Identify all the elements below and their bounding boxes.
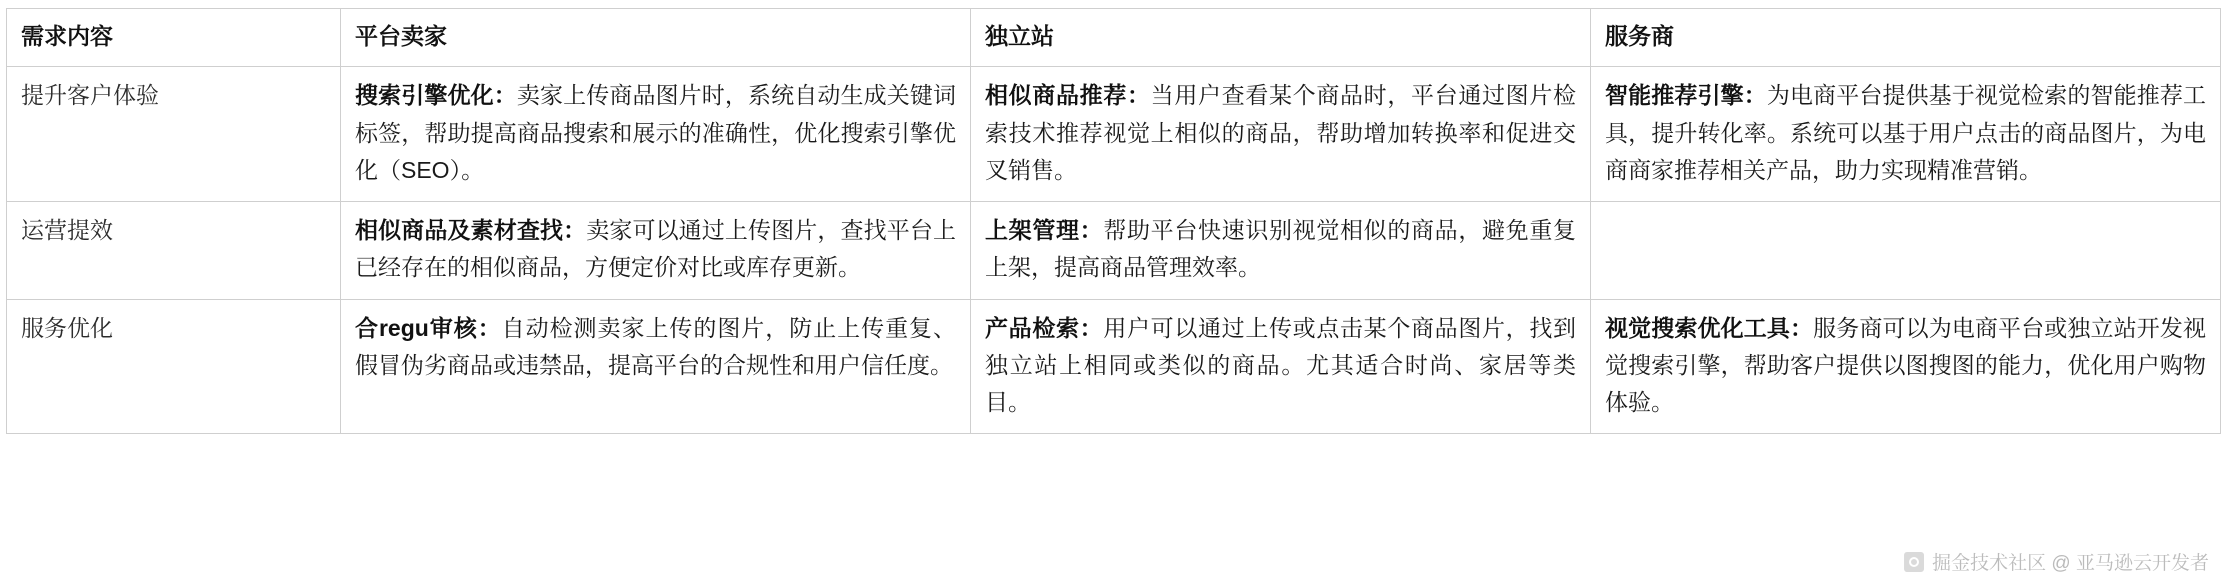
table-row (7, 202, 2221, 300)
requirements-table (6, 8, 2221, 434)
cell-term: 上架管理： (985, 217, 1104, 243)
watermark-logo-icon (1904, 552, 1924, 572)
table-row (7, 299, 2221, 434)
cell-platform-seller-service-optimization (341, 299, 971, 434)
row-label-operational-efficiency: 运营提效 (7, 202, 341, 300)
table-row (7, 67, 2221, 202)
requirements-table-container (0, 8, 2227, 434)
cell-term: 相似商品推荐： (985, 82, 1151, 109)
cell-independent-site-customer-experience (971, 67, 1591, 202)
cell-independent-site-operational-efficiency (971, 202, 1591, 300)
table-header-row (7, 9, 2221, 67)
cell-platform-seller-operational-efficiency (341, 202, 971, 300)
cell-body: 卖家可以通过上传图片，查找平台上已经存在的相似商品，方便定价对比或库存更新。 (355, 217, 957, 281)
cell-service-provider-service-optimization (1591, 299, 2221, 434)
row-label-customer-experience: 提升客户体验 (7, 67, 341, 202)
cell-term: 合regu审核： (355, 314, 502, 341)
row-label-service-optimization: 服务优化 (7, 299, 341, 434)
cell-body: 卖家上传商品图片时，系统自动生成关键词标签，帮助提高商品搜索和展示的准确性，优化搜索引擎优化（SEO）。 (355, 82, 957, 183)
cell-service-provider-operational-efficiency (1591, 202, 2221, 300)
cell-platform-seller-customer-experience (341, 67, 971, 202)
cell-term: 视觉搜索优化工具： (1605, 314, 1814, 341)
cell-term: 搜索引擎优化： (355, 82, 517, 109)
cell-body: 自动检测卖家上传的图片，防止上传重复、假冒伪劣商品或违禁品，提高平台的合规性和用户信任度。 (355, 314, 957, 378)
cell-term: 智能推荐引擎： (1605, 82, 1767, 109)
cell-body: 当用户查看某个商品时，平台通过图片检索技术推荐视觉上相似的商品，帮助增加转换率和促进交叉销售。 (985, 82, 1577, 183)
cell-body: 帮助平台快速识别视觉相似的商品，避免重复上架，提高商品管理效率。 (985, 217, 1577, 281)
column-header-platform-seller: 平台卖家 (341, 9, 971, 67)
cell-term: 产品检索： (985, 314, 1104, 341)
cell-body: 服务商可以为电商平台或独立站开发视觉搜索引擎，帮助客户提供以图搜图的能力，优化用户购物体验。 (1605, 314, 2207, 415)
cell-body: 为电商平台提供基于视觉检索的智能推荐工具，提升转化率。系统可以基于用户点击的商品图片，为电商商家推荐相关产品，助力实现精准营销。 (1605, 82, 2207, 183)
cell-term: 相似商品及素材查找： (355, 217, 587, 243)
cell-independent-site-service-optimization (971, 299, 1591, 434)
cell-body: 用户可以通过上传或点击某个商品图片，找到独立站上相同或类似的商品。尤其适合时尚、家居等类目。 (985, 314, 1577, 415)
column-header-requirement: 需求内容 (7, 9, 341, 67)
column-header-service-provider: 服务商 (1591, 9, 2221, 67)
watermark (1904, 548, 2209, 575)
column-header-independent-site: 独立站 (971, 9, 1591, 67)
cell-service-provider-customer-experience (1591, 67, 2221, 202)
watermark-text: 掘金技术社区 @ 亚马逊云开发者 (1932, 553, 2209, 574)
